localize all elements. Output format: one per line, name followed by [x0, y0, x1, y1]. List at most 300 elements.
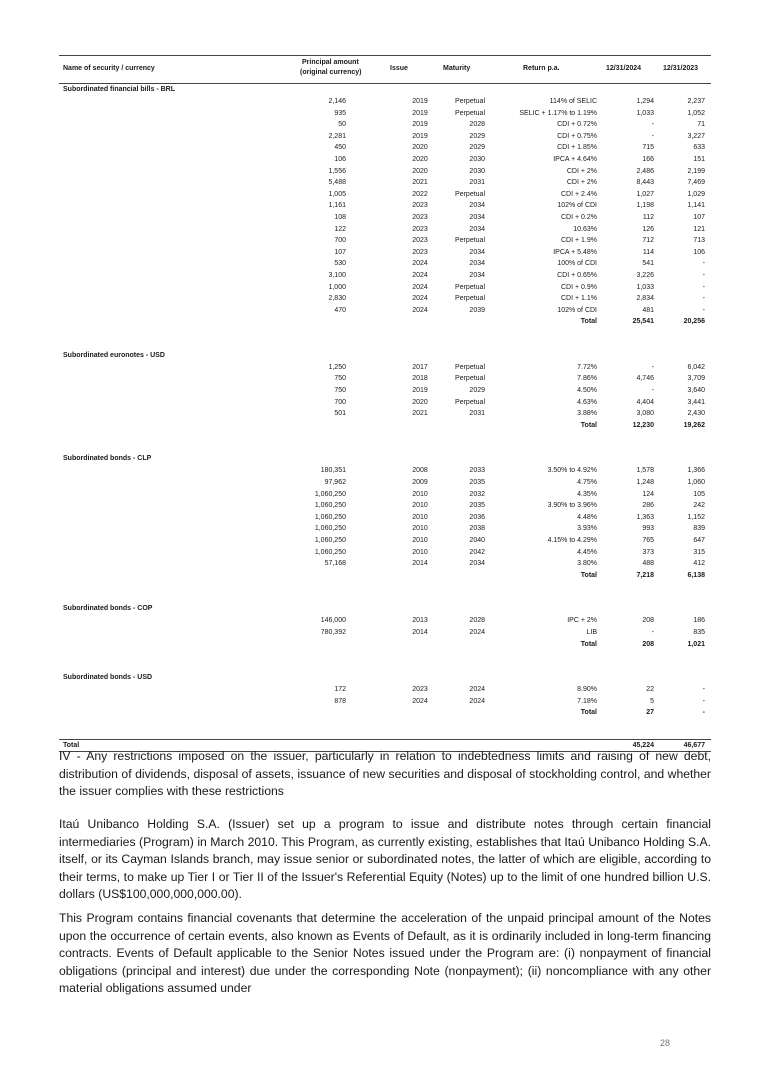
cell-maturity: 2034: [469, 213, 485, 221]
cell-value-2023: -: [702, 271, 705, 279]
cell-value-2024: 3,080: [636, 410, 654, 418]
cell-value-2023: 835: [693, 628, 705, 636]
cell-value-2024: -: [651, 132, 654, 140]
cell-value-2024: 126: [642, 225, 654, 233]
cell-issue: 2017: [412, 363, 428, 371]
cell-value-2023: 107: [693, 213, 705, 221]
cell-value-2024: 1,198: [636, 202, 654, 210]
cell-return: 114% of SELIC: [549, 98, 597, 105]
total-2024: 7,218: [636, 571, 654, 579]
cell-return: CDI + 1.9%: [561, 237, 597, 245]
cell-return: 7.72%: [577, 363, 597, 371]
table-row: [59, 142, 711, 154]
cell-return: 4.63%: [577, 398, 597, 406]
section-total-row: [59, 707, 711, 719]
cell-issue: 2024: [412, 260, 428, 268]
cell-return: 4.15% to 4.29%: [547, 537, 597, 544]
cell-issue: 2010: [412, 525, 428, 533]
cell-issue: 2020: [412, 398, 428, 406]
cell-principal: 1,060,250: [314, 513, 346, 521]
table-row: [59, 385, 711, 397]
cell-return: 4.50%: [577, 387, 597, 395]
table-row: [59, 247, 711, 259]
cell-value-2024: 208: [642, 617, 654, 625]
cell-issue: 2024: [412, 271, 428, 279]
table-body: [59, 84, 711, 733]
cell-return: CDI + 2%: [566, 179, 597, 187]
header-maturity: Maturity: [443, 65, 471, 72]
cell-principal: 450: [334, 144, 346, 152]
cell-principal: 122: [334, 225, 346, 233]
cell-issue: 2024: [412, 283, 428, 291]
cell-return: 100% of CDI: [557, 260, 597, 268]
cell-value-2024: 1,033: [636, 283, 654, 291]
cell-value-2023: -: [702, 283, 705, 291]
cell-value-2023: 2,237: [687, 98, 705, 105]
cell-value-2023: 1,141: [687, 202, 705, 210]
cell-return: 10.63%: [573, 225, 597, 233]
cell-value-2023: 713: [693, 237, 705, 245]
cell-return: 102% of CDI: [557, 306, 597, 314]
table-header: [59, 55, 711, 84]
cell-principal: 5,488: [328, 179, 346, 187]
cell-value-2024: 5: [650, 697, 654, 705]
cell-maturity: 2034: [469, 560, 485, 568]
cell-return: IPC + 2%: [567, 617, 597, 625]
cell-return: CDI + 1.85%: [557, 144, 597, 152]
cell-value-2024: 373: [642, 548, 654, 556]
cell-principal: 3,100: [328, 271, 346, 279]
cell-issue: 2014: [412, 560, 428, 568]
cell-value-2023: -: [702, 306, 705, 314]
table-row: [59, 212, 711, 224]
cell-value-2024: 2,834: [636, 295, 654, 303]
table-row: [59, 235, 711, 247]
cell-principal: 146,000: [320, 617, 346, 625]
cell-value-2024: 166: [642, 155, 654, 163]
section-heading-restrictions: IV - Any restrictions imposed on the issuer, particularly in relation to indebtedness limits and raising of new debt, distribution of dividends, disposal of assets, issuance of new securities and disposal of stockholding control, and whether the issuer complies with these restrictions: [59, 749, 711, 798]
cell-value-2023: 3,640: [687, 387, 705, 395]
cell-value-2024: 1,294: [636, 98, 654, 105]
cell-return: IPCA + 4.64%: [553, 155, 597, 163]
cell-principal: 935: [334, 109, 346, 117]
total-label: Total: [580, 640, 597, 648]
cell-maturity: 2035: [469, 502, 485, 510]
cell-principal: 180,351: [320, 467, 346, 475]
cell-principal: 1,060,250: [314, 490, 346, 498]
cell-value-2023: 242: [693, 502, 705, 510]
cell-issue: 2020: [412, 167, 428, 175]
cell-value-2023: 3,709: [687, 375, 705, 383]
cell-issue: 2024: [412, 306, 428, 314]
cell-issue: 2014: [412, 628, 428, 636]
cell-value-2024: 4,404: [636, 398, 654, 406]
grand-total-2023: 46,677: [683, 741, 705, 749]
cell-maturity: 2028: [469, 121, 485, 129]
table-row: [59, 154, 711, 166]
cell-principal: 57,168: [324, 560, 346, 568]
total-label: Total: [580, 318, 597, 326]
cell-issue: 2010: [412, 490, 428, 498]
cell-value-2023: 6,042: [687, 363, 705, 371]
cell-issue: 2019: [412, 132, 428, 140]
cell-value-2024: -: [651, 121, 654, 129]
cell-maturity: 2034: [469, 248, 485, 256]
cell-principal: 700: [334, 237, 346, 245]
total-2024: 27: [646, 709, 654, 717]
cell-return: CDI + 0.9%: [561, 283, 597, 291]
total-2024: 208: [642, 640, 654, 648]
cell-maturity: 2024: [469, 697, 485, 705]
cell-value-2023: -: [702, 295, 705, 303]
cell-principal: 501: [334, 410, 346, 418]
cell-principal: 50: [338, 121, 346, 129]
cell-value-2023: 839: [693, 525, 705, 533]
cell-return: 102% of CDI: [557, 202, 597, 210]
cell-value-2024: 286: [642, 502, 654, 510]
cell-maturity: 2033: [469, 467, 485, 475]
table-row: [59, 270, 711, 282]
page-number: 28: [660, 1038, 671, 1048]
cell-value-2023: 412: [693, 560, 705, 568]
table-row: [59, 108, 711, 120]
cell-value-2024: 715: [642, 144, 654, 152]
table-row: [59, 373, 711, 385]
cell-value-2024: 4,746: [636, 375, 654, 383]
cell-issue: 2020: [412, 144, 428, 152]
cell-maturity: 2038: [469, 525, 485, 533]
cell-value-2024: 488: [642, 560, 654, 568]
cell-value-2023: 1,366: [687, 467, 705, 475]
table-row: [59, 627, 711, 639]
cell-issue: 2008: [412, 467, 428, 475]
cell-issue: 2022: [412, 190, 428, 198]
cell-issue: 2023: [412, 237, 428, 245]
cell-maturity: 2034: [469, 260, 485, 268]
table-row: [59, 615, 711, 627]
table-row: [59, 547, 711, 559]
paragraph-program: Itaú Unibanco Holding S.A. (Issuer) set up a program to issue and distribute notes through certain financial intermediaries (Program) in March 2010. This Program, as currently existing, establishes that Itaú Unibanco Holding S.A. itself, or its Cayman Islands branch, may issue senior or subordinated notes, the latter of which are eligible, according to their terms, to make up Tier I or Tier II of the Issuer's Referential Equity (Notes) up to the limit of one hundred billion U.S. dollars (US$100,000,000,000.00).: [59, 817, 711, 901]
cell-return: 4.35%: [577, 490, 597, 498]
cell-value-2024: 541: [642, 260, 654, 268]
cell-issue: 2019: [412, 121, 428, 129]
cell-issue: 2023: [412, 202, 428, 210]
table-row: [59, 362, 711, 374]
cell-value-2023: 2,430: [687, 410, 705, 418]
cell-value-2023: 106: [693, 248, 705, 256]
section-title: Subordinated euronotes - USD: [63, 351, 165, 359]
cell-value-2023: 7,469: [687, 179, 705, 187]
cell-value-2023: -: [702, 260, 705, 268]
header-2023: 12/31/2023: [663, 65, 699, 72]
cell-maturity: Perpetual: [455, 237, 485, 245]
total-2024: 25,541: [632, 318, 654, 326]
cell-principal: 107: [334, 248, 346, 256]
cell-value-2023: 1,052: [687, 109, 705, 117]
cell-maturity: 2034: [469, 202, 485, 210]
cell-value-2024: 2,486: [636, 167, 654, 175]
total-2023: -: [702, 709, 705, 717]
table-row: [59, 258, 711, 270]
cell-return: 8.90%: [577, 686, 597, 694]
table-row: [59, 131, 711, 143]
table-row: [59, 224, 711, 236]
header-return: Return p.a.: [523, 65, 560, 72]
cell-principal: 878: [334, 697, 346, 705]
cell-value-2024: 993: [642, 525, 654, 533]
cell-value-2023: 186: [693, 617, 705, 625]
cell-return: 3.80%: [577, 560, 597, 568]
cell-value-2024: 765: [642, 537, 654, 544]
cell-value-2023: 647: [693, 537, 705, 544]
cell-principal: 530: [334, 260, 346, 268]
cell-issue: 2024: [412, 697, 428, 705]
subordinated-debt-table: [59, 55, 711, 752]
cell-principal: 1,060,250: [314, 548, 346, 556]
cell-return: 3.50% to 4.92%: [547, 467, 597, 475]
table-row: [59, 500, 711, 512]
table-row: [59, 535, 711, 547]
cell-value-2024: 1,027: [636, 190, 654, 198]
cell-issue: 2024: [412, 295, 428, 303]
cell-maturity: 2031: [469, 410, 485, 418]
cell-value-2023: 315: [693, 548, 705, 556]
cell-issue: 2023: [412, 213, 428, 221]
cell-return: LIB: [586, 628, 597, 636]
cell-maturity: 2032: [469, 490, 485, 498]
table-row: [59, 512, 711, 524]
cell-maturity: Perpetual: [455, 109, 485, 117]
header-issue: Issue: [390, 65, 408, 72]
grand-total-2024: 45,224: [632, 741, 654, 749]
cell-value-2024: -: [651, 363, 654, 371]
cell-return: CDI + 1.1%: [561, 295, 597, 303]
table-row: [59, 200, 711, 212]
table-row: [59, 489, 711, 501]
cell-value-2023: 151: [693, 155, 705, 163]
total-label: Total: [580, 709, 597, 717]
table-row: [59, 189, 711, 201]
cell-maturity: Perpetual: [455, 375, 485, 383]
cell-value-2024: 22: [646, 686, 654, 694]
cell-return: IPCA + 5.48%: [553, 248, 597, 256]
table-row: [59, 397, 711, 409]
cell-return: 7.86%: [577, 375, 597, 383]
table-row: [59, 477, 711, 489]
cell-value-2024: 3,226: [636, 271, 654, 279]
cell-return: 4.48%: [577, 513, 597, 521]
table-row: [59, 408, 711, 420]
section-total-row: [59, 316, 711, 328]
cell-maturity: 2029: [469, 144, 485, 152]
cell-maturity: Perpetual: [455, 98, 485, 105]
cell-return: CDI + 0.65%: [557, 271, 597, 279]
cell-return: 4.45%: [577, 548, 597, 556]
section-title: Subordinated bonds - COP: [63, 605, 153, 613]
cell-maturity: 2031: [469, 179, 485, 187]
cell-maturity: Perpetual: [455, 283, 485, 291]
cell-return: 3.93%: [577, 525, 597, 533]
cell-issue: 2020: [412, 155, 428, 163]
total-label: Total: [580, 421, 597, 429]
cell-value-2023: -: [702, 697, 705, 705]
cell-return: CDI + 0.2%: [561, 213, 597, 221]
cell-value-2023: 633: [693, 144, 705, 152]
cell-maturity: Perpetual: [455, 295, 485, 303]
cell-maturity: 2040: [469, 537, 485, 544]
cell-issue: 2010: [412, 548, 428, 556]
section-total-row: [59, 639, 711, 651]
cell-value-2023: 105: [693, 490, 705, 498]
cell-value-2023: 3,227: [687, 132, 705, 140]
cell-principal: 2,146: [328, 98, 346, 105]
header-principal: Principal amount: [302, 59, 359, 66]
cell-principal: 1,060,250: [314, 525, 346, 533]
table-row: [59, 96, 711, 108]
cell-maturity: 2030: [469, 167, 485, 175]
table-row: [59, 465, 711, 477]
cell-issue: 2018: [412, 375, 428, 383]
cell-value-2024: 1,363: [636, 513, 654, 521]
table-row: [59, 305, 711, 317]
cell-principal: 106: [334, 155, 346, 163]
table-row: [59, 282, 711, 294]
cell-maturity: 2034: [469, 271, 485, 279]
cell-return: CDI + 2%: [566, 167, 597, 175]
table-row: [59, 119, 711, 131]
cell-value-2023: 71: [697, 121, 705, 129]
cell-maturity: 2024: [469, 628, 485, 636]
cell-principal: 1,005: [328, 190, 346, 198]
cell-maturity: 2035: [469, 479, 485, 487]
cell-value-2024: 481: [642, 306, 654, 314]
cell-maturity: 2029: [469, 132, 485, 140]
cell-maturity: 2024: [469, 686, 485, 694]
cell-value-2024: -: [651, 628, 654, 636]
cell-principal: 1,161: [328, 202, 346, 210]
cell-value-2023: 121: [693, 225, 705, 233]
cell-value-2024: 114: [642, 248, 654, 256]
cell-return: 7.18%: [577, 697, 597, 705]
cell-issue: 2013: [412, 617, 428, 625]
cell-issue: 2010: [412, 502, 428, 510]
cell-value-2023: 1,029: [687, 190, 705, 198]
total-2023: 19,262: [683, 421, 705, 429]
cell-principal: 700: [334, 398, 346, 406]
cell-issue: 2023: [412, 686, 428, 694]
cell-principal: 2,281: [328, 132, 346, 140]
cell-principal: 97,962: [324, 479, 346, 487]
total-2024: 12,230: [632, 421, 654, 429]
cell-principal: 750: [334, 375, 346, 383]
cell-maturity: 2029: [469, 387, 485, 395]
cell-value-2024: 8,443: [636, 179, 654, 187]
cell-principal: 172: [334, 686, 346, 694]
cell-value-2023: 1,060: [687, 479, 705, 487]
cell-issue: 2023: [412, 225, 428, 233]
cell-value-2023: -: [702, 686, 705, 694]
cell-principal: 1,060,250: [314, 502, 346, 510]
cell-issue: 2010: [412, 537, 428, 544]
cell-maturity: Perpetual: [455, 398, 485, 406]
section-total-row: [59, 420, 711, 432]
cell-issue: 2019: [412, 109, 428, 117]
section-title: Subordinated bonds - USD: [63, 674, 153, 682]
section-title: Subordinated bonds - CLP: [63, 455, 152, 463]
table-row: [59, 696, 711, 708]
table-row: [59, 523, 711, 535]
table-row: [59, 177, 711, 189]
section-title: Subordinated financial bills - BRL: [63, 86, 176, 93]
header-principal-sub: (original currency): [300, 69, 362, 76]
cell-value-2024: 1,248: [636, 479, 654, 487]
table-row: [59, 558, 711, 570]
table-row: [59, 684, 711, 696]
cell-return: 4.75%: [577, 479, 597, 487]
total-2023: 20,256: [683, 318, 705, 326]
cell-issue: 2019: [412, 98, 428, 105]
cell-return: 3.90% to 3.96%: [547, 502, 597, 510]
cell-return: 3.88%: [577, 410, 597, 418]
cell-issue: 2010: [412, 513, 428, 521]
cell-return: SELIC + 1.17% to 1.19%: [519, 109, 597, 117]
cell-principal: 1,556: [328, 167, 346, 175]
header-2024: 12/31/2024: [606, 65, 642, 72]
cell-principal: 750: [334, 387, 346, 395]
cell-value-2023: 1,152: [687, 513, 705, 521]
paragraph-covenants: This Program contains financial covenants that determine the acceleration of the unpaid principal amount of the Notes upon the occurrence of certain events, also known as Events of Default, as it is ordinarily included in long-term financing contracts. Events of Default applicable to the Senior Notes issued under the Program are: (i) nonpayment of financial obligations (principal and interest) due under the corresponding Note (nonpayment); (ii) noncompliance with any other material obligations assumed under: [59, 911, 711, 995]
cell-value-2023: 3,441: [687, 398, 705, 406]
cell-maturity: 2034: [469, 225, 485, 233]
cell-value-2024: 124: [642, 490, 654, 498]
grand-total-label: Total: [63, 741, 80, 749]
total-2023: 6,138: [687, 571, 705, 579]
cell-issue: 2021: [412, 410, 428, 418]
table-row: [59, 293, 711, 305]
cell-principal: 108: [334, 213, 346, 221]
cell-maturity: 2030: [469, 155, 485, 163]
cell-principal: 470: [334, 306, 346, 314]
cell-value-2024: -: [651, 387, 654, 395]
total-2023: 1,021: [687, 640, 705, 648]
total-label: Total: [580, 571, 597, 579]
cell-issue: 2009: [412, 479, 428, 487]
cell-maturity: 2042: [469, 548, 485, 556]
cell-principal: 2,830: [328, 295, 346, 303]
cell-maturity: 2036: [469, 513, 485, 521]
cell-return: CDI + 0.75%: [557, 132, 597, 140]
cell-return: CDI + 2.4%: [561, 190, 597, 198]
cell-issue: 2023: [412, 248, 428, 256]
cell-principal: 1,250: [328, 363, 346, 371]
cell-value-2024: 712: [642, 237, 654, 245]
cell-issue: 2021: [412, 179, 428, 187]
cell-maturity: 2028: [469, 617, 485, 625]
cell-maturity: Perpetual: [455, 190, 485, 198]
cell-value-2024: 112: [642, 213, 654, 221]
cell-value-2023: 2,199: [687, 167, 705, 175]
header-name: Name of security / currency: [63, 65, 155, 72]
cell-return: CDI + 0.72%: [557, 121, 597, 129]
cell-value-2024: 1,033: [636, 109, 654, 117]
cell-maturity: 2039: [469, 306, 485, 314]
cell-principal: 780,392: [320, 628, 346, 636]
table-row: [59, 166, 711, 178]
cell-maturity: Perpetual: [455, 363, 485, 371]
cell-issue: 2019: [412, 387, 428, 395]
cell-principal: 1,060,250: [314, 537, 346, 544]
cell-value-2024: 1,578: [636, 467, 654, 475]
